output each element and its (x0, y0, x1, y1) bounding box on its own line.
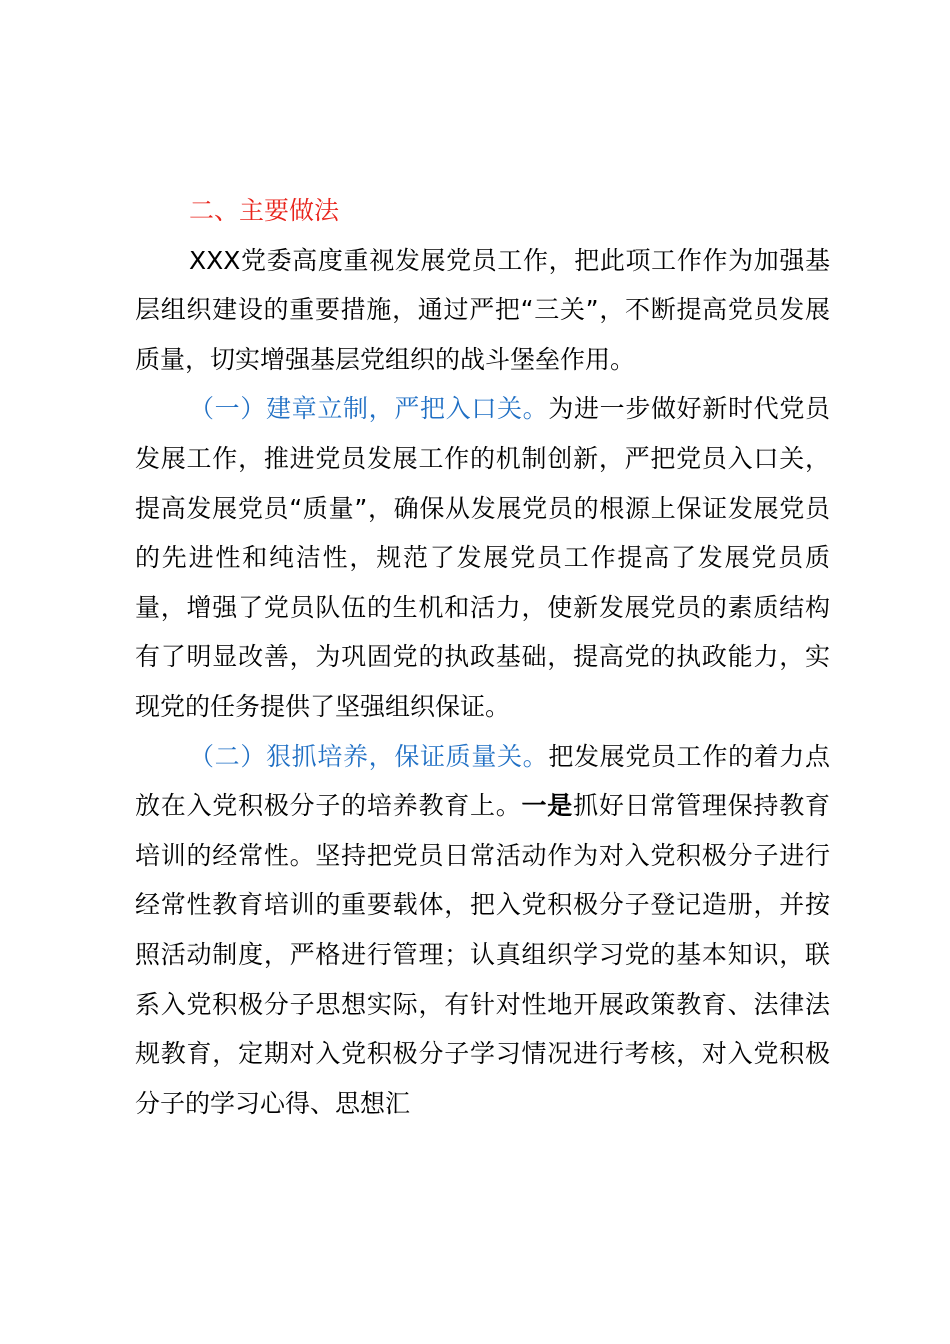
intro-paragraph: XXX党委高度重视发展党员工作，把此项工作作为加强基层组织建设的重要措施，通过严把“三关”，不断提高党员发展质量，切实增强基层党组织的战斗堡垒作用。 (135, 245, 830, 374)
subsection-2-body-lead: 把发展党员工作的着力点放在入党积极分子的培养教育上。 (135, 741, 830, 821)
subsection-2-body: 抓好日常管理保持教育培训的经常性。坚持把党员日常活动作为对入党积极分子进行经常性教育培训的重要载体，把入党积极分子登记造册，并按照活动制度，严格进行管理；认真组织学习党的基本知识，联系入党积极分子思想实际，有针对性地开展政策教育、法律法规教育，定期对入党积极分子学习情况进行考核，对入党积极分子的学习心得、思想汇 (135, 791, 830, 1118)
subsection-2-paragraph (135, 732, 830, 1129)
subsection-1-body: 为进一步做好新时代党员发展工作，推进党员发展工作的机制创新，严把党员入口关，提高发展党员“质量”，确保从发展党员的根源上保证发展党员的先进性和纯洁性，规范了发展党员工作提高了发展党员质量，增强了党员队伍的生机和活力，使新发展党员的素质结构有了明显改善，为巩固党的执政基础，提高党的执政能力，实现党的任务提供了坚强组织保证。 (135, 394, 830, 721)
document-body (135, 186, 830, 1128)
subsection-1-paragraph (135, 384, 830, 731)
subsection-2-heading: （二）狠抓培养，保证质量关。 (189, 741, 549, 771)
subsection-1-heading: （一）建章立制，严把入口关。 (189, 394, 549, 424)
subsection-2-emphasis: 一是 (521, 791, 574, 821)
section-heading: 二、主要做法 (189, 196, 340, 225)
